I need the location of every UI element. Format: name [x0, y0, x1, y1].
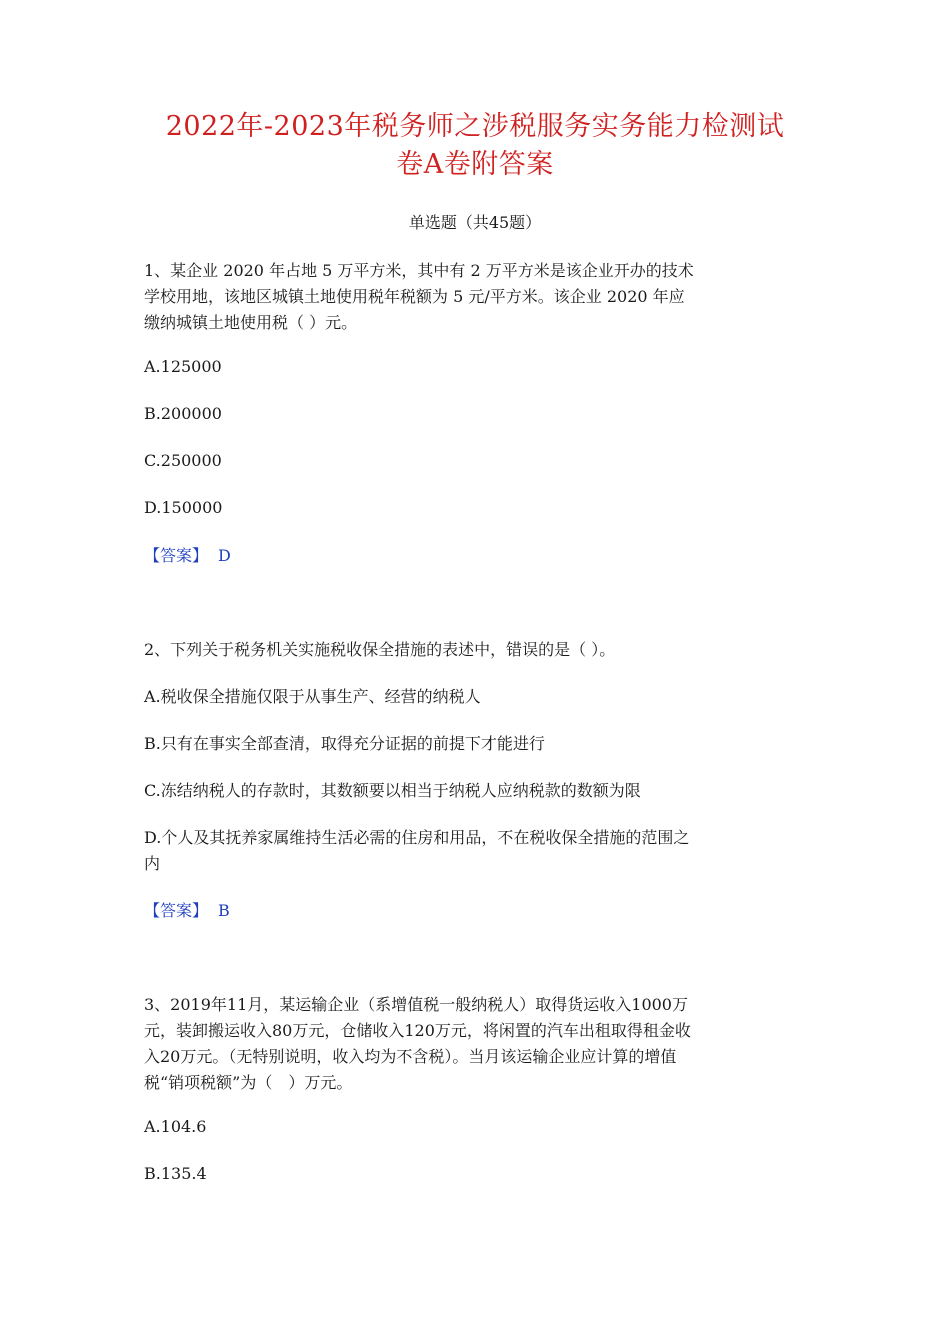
document-title-line1: 2022年-2023年税务师之涉税服务实务能力检测试 [165, 111, 785, 142]
question-1-option-c: C.250000 [144, 451, 222, 470]
question-1-line2: 学校用地，该地区城镇土地使用税年税额为 5 元/平方米。该企业 2020 年应 [144, 287, 685, 306]
document-title-line2: 卷A卷附答案 [396, 149, 554, 180]
question-2-line1: 2、下列关于税务机关实施税收保全措施的表述中，错误的是（ ）。 [144, 640, 616, 659]
question-3-option-a: A.104.6 [144, 1117, 207, 1136]
question-3-line4: 税“销项税额”为（ ）万元。 [144, 1073, 353, 1092]
question-2-answer [144, 898, 230, 924]
question-1-option-a: A.125000 [144, 357, 222, 376]
question-2-option-d-cont: 内 [144, 854, 161, 873]
answer-value: D [218, 546, 231, 565]
question-2-option-c: C.冻结纳税人的存款时，其数额要以相当于纳税人应纳税款的数额为限 [144, 781, 641, 800]
question-3-option-b: B.135.4 [144, 1164, 207, 1183]
section-heading: 单选题（共45题） [408, 213, 542, 232]
question-3-line1: 3、2019年11月，某运输企业（系增值税一般纳税人）取得货运收入1000万 [144, 995, 688, 1014]
question-1-line3: 缴纳城镇土地使用税（ ）元。 [144, 313, 358, 332]
answer-label: 【答案】 [144, 546, 209, 565]
question-2-option-b: B.只有在事实全部查清，取得充分证据的前提下才能进行 [144, 734, 545, 753]
answer-value: B [218, 901, 230, 920]
question-2-option-a: A.税收保全措施仅限于从事生产、经营的纳税人 [144, 687, 481, 706]
question-3-line3: 入20万元。（无特别说明，收入均为不含税）。当月该运输企业应计算的增值 [144, 1047, 677, 1066]
question-1-answer [144, 543, 231, 569]
question-1-line1: 1、某企业 2020 年占地 5 万平方米，其中有 2 万平方米是该企业开办的技术 [144, 261, 694, 280]
answer-label: 【答案】 [144, 901, 209, 920]
question-1-option-d: D.150000 [144, 498, 223, 517]
question-3-line2: 元，装卸搬运收入80万元，仓储收入120万元，将闲置的汽车出租取得租金收 [144, 1021, 691, 1040]
question-2-option-d: D.个人及其抚养家属维持生活必需的住房和用品，不在税收保全措施的范围之 [144, 828, 690, 847]
question-1-option-b: B.200000 [144, 404, 222, 423]
